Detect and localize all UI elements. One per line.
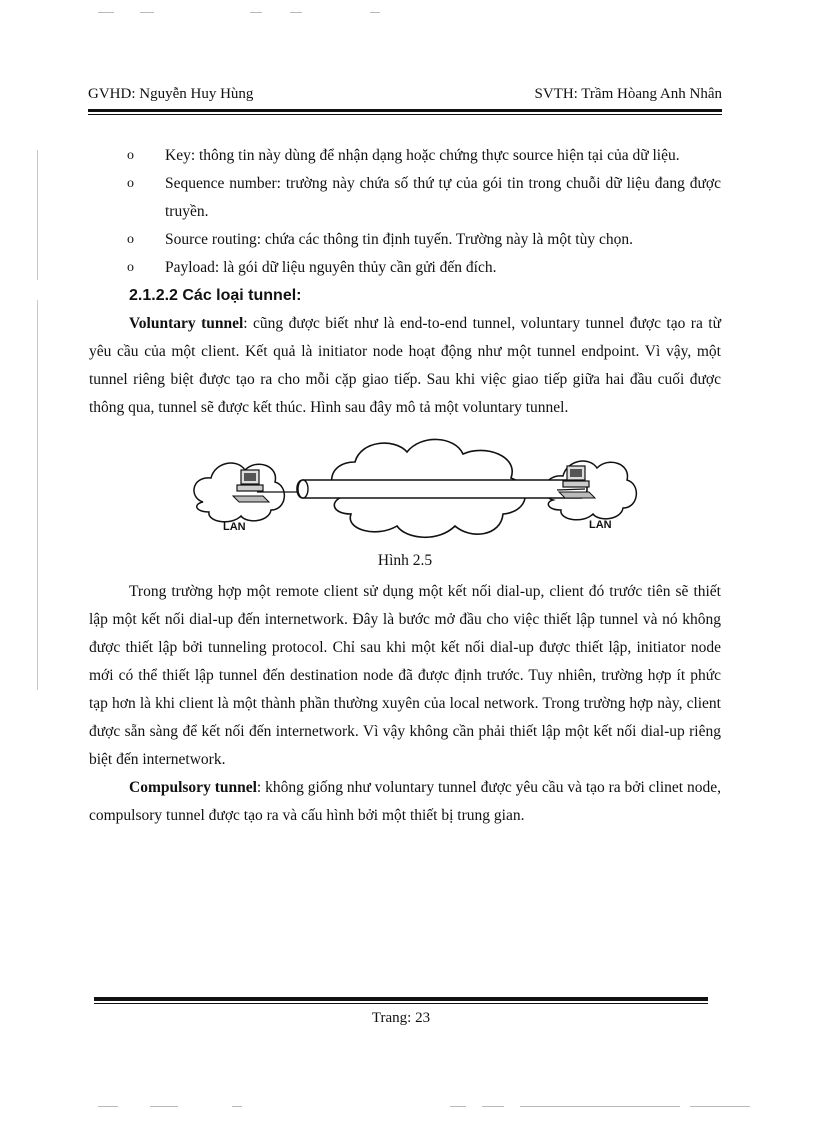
tunnel-pipe [297,480,587,498]
scan-artifact [140,12,154,13]
figure-voluntary-tunnel [89,430,721,548]
voluntary-term: Voluntary tunnel [129,315,244,332]
left-lan-label: LAN [223,521,246,533]
right-lan-label: LAN [589,519,612,531]
bullet-text: Key: thông tin này dùng để nhận dạng hoặc chứng thực source hiện tại của dữ liệu. [165,147,680,164]
bullet-marker: o [127,260,134,275]
compulsory-paragraph [89,774,721,830]
dialup-paragraph: Trong trường hợp một remote client sử dụng một kết nối dial-up, client đó trước tiên sẽ thiết lập một kết nối dial-up đến internetwork. Đây là bước mở đầu cho việc thiết lập tunnel và nó không được thiết lập bởi tunneling protocol. Chỉ sau khi một kết nối dial-up được thiết lập, initiator node mới có thể thiết lập tunnel đến destination node đã được định trước. Tuy nhiên, trường hợp ít phức tạp hơn là khi client là một thành phần thường xuyên của local network. Trong trường hợp này, client được sẵn sàng để kết nối đến internetwork. Vì vậy không cần phải thiết lập một kết nối dial-up riêng biệt đến internetwork. [89,583,721,768]
bullet-marker: o [127,176,134,191]
tunnel-opening [298,480,308,498]
scan-artifact [482,1106,504,1107]
margin-line [37,150,38,280]
voluntary-paragraph [89,310,721,422]
header-rule-thin [88,114,722,115]
header-student: SVTH: Trầm Hòang Anh Nhân [534,86,722,102]
bullet-item [89,254,721,282]
scan-artifact [232,1106,242,1107]
scan-artifact [690,1106,750,1107]
bullet-item [89,170,721,226]
header-advisor: GVHD: Nguyễn Huy Hùng [88,86,254,102]
scan-artifact [450,1106,466,1107]
section-heading: 2.1.2.2 Các loại tunnel: [129,287,302,304]
bullet-item [89,226,721,254]
scan-artifact [520,1106,680,1107]
footer-rule-thin [94,1003,708,1004]
margin-line [37,300,38,690]
bullet-item [89,142,721,170]
compulsory-term: Compulsory tunnel [129,779,257,796]
bullet-text: Payload: là gói dữ liệu nguyên thủy cần gửi đến đích. [165,259,497,276]
page-number: Trang: 23 [371,1010,431,1026]
scan-artifact [150,1106,178,1107]
scan-artifact [370,12,380,13]
bullet-marker: o [127,232,134,247]
bullet-text: Sequence number: trường này chứa số thứ tự của gói tin trong chuỗi dữ liệu đang được truyền. [165,175,721,220]
page-header [88,86,722,103]
scan-artifact [290,12,302,13]
scan-artifact [98,12,114,13]
scan-artifact [250,12,262,13]
bullet-marker: o [127,148,134,163]
tunnel-diagram [185,430,645,548]
bullet-text: Source routing: chứa các thông tin định tuyến. Trường này là một tùy chọn. [165,231,633,248]
page-content [89,142,721,830]
compulsory-text: : không giống như voluntary tunnel được yêu cầu và tạo ra bởi clinet node, compulsory tunnel được tạo ra và cấu hình bởi một thiết bị trung gian. [89,779,721,824]
figure-caption: Hình 2.5 [377,552,433,569]
header-rule [88,109,722,112]
footer-rule [94,997,708,1001]
scan-artifact [98,1106,118,1107]
voluntary-text: : cũng được biết như là end-to-end tunnel, voluntary tunnel được tạo ra từ yêu cầu của một client. Kết quả là initiator node hoạt động như một tunnel endpoint. Vì vậy, một tunnel riêng biệt được tạo ra cho mỗi cặp giao tiếp. Sau khi việc giao tiếp giữa hai đầu cuối được thông qua, tunnel sẽ được kết thúc. Hình sau đây mô tả một voluntary tunnel. [89,315,721,416]
